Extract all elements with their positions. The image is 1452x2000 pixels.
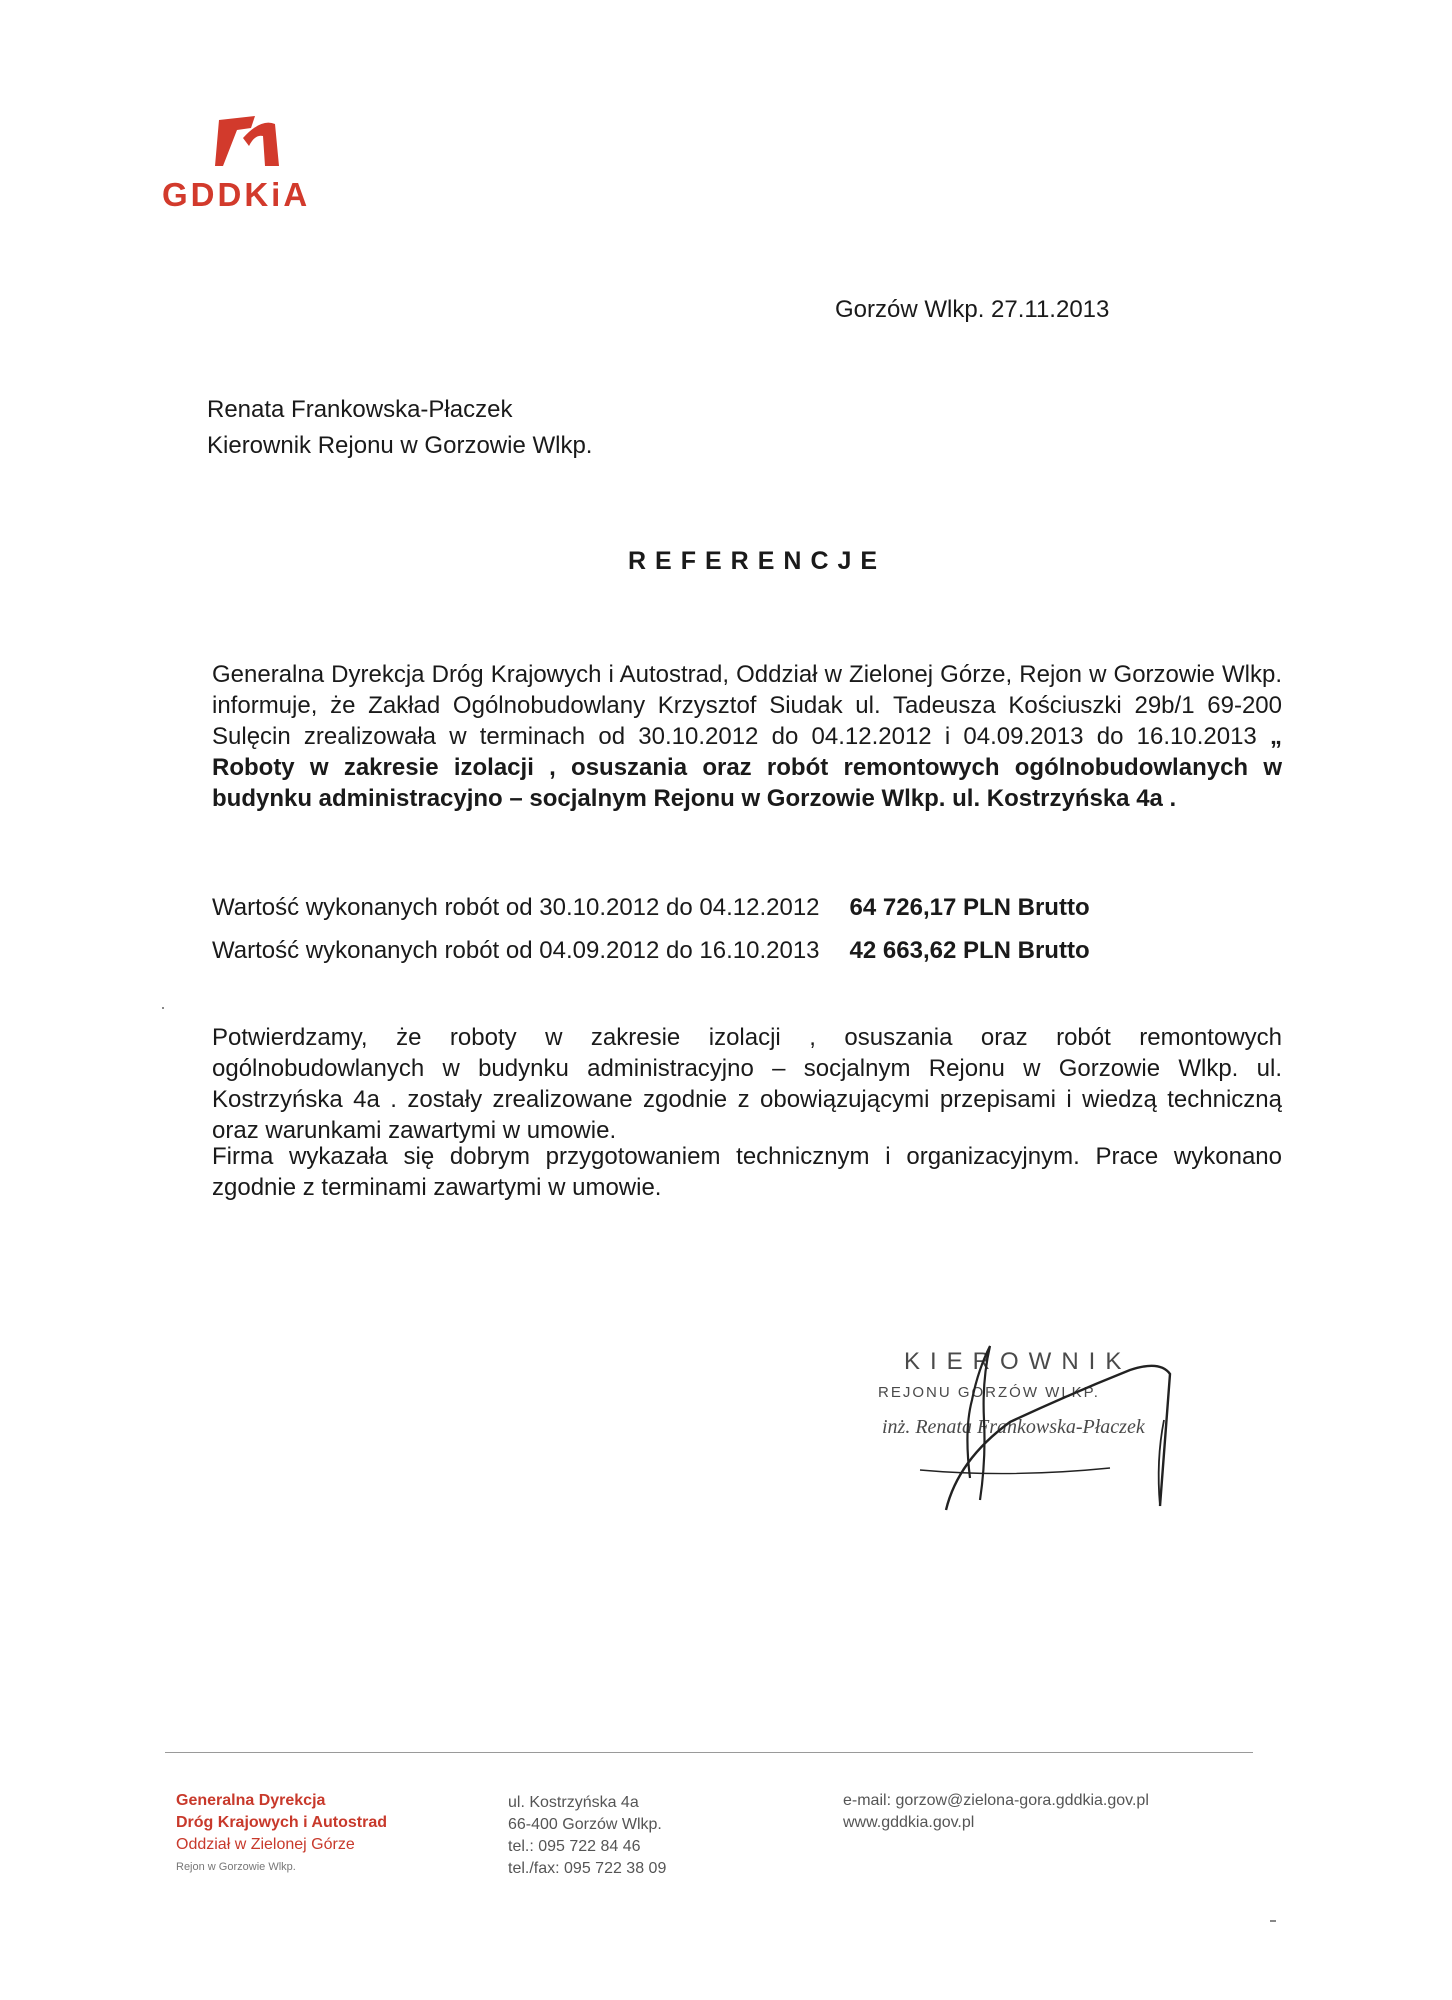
footer-city: 66-400 Gorzów Wlkp. <box>508 1816 662 1833</box>
footer-divider <box>165 1752 1253 1753</box>
value-row <box>212 937 1090 965</box>
letter-date: Gorzów Wlkp. 27.11.2013 <box>835 296 1110 323</box>
gddkia-logo-text: GDDKiA <box>162 176 311 213</box>
footer-address <box>508 1792 666 1880</box>
gddkia-logo-icon <box>215 112 279 170</box>
footer-contact <box>843 1790 1149 1834</box>
footer-org-line-3: Oddział w Zielonej Górze <box>176 1836 355 1853</box>
body-paragraph-2: Potwierdzamy, że roboty w zakresie izolacji , osuszania oraz robót remontowych ogólnobudowlanych w budynku administracyjno – socjalnym Rejonu w Gorzowie Wlkp. ul. Kostrzyńska 4a . zostały zrealizowane zgodnie z obowiązującymi przepisami i wiedzą techniczną oraz warunkami zawartymi w umowie. <box>212 1024 1282 1144</box>
stamp-title: KIEROWNIK <box>904 1348 1132 1375</box>
footer-email: e-mail: gorzow@zielona-gora.gddkia.gov.pl <box>843 1792 1149 1809</box>
sender-name: Renata Frankowska-Płaczek <box>207 396 513 423</box>
footer-org-line-2: Dróg Krajowych i Autostrad <box>176 1814 387 1831</box>
stamp-signatory: inż. Renata Frankowska-Płaczek <box>882 1416 1145 1438</box>
handwritten-signature-icon <box>860 1310 1200 1530</box>
body-paragraph-3: Firma wykazała się dobrym przygotowaniem technicznym i organizacyjnym. Prace wykonano zgodnie z terminami zawartymi w umowie. <box>212 1143 1282 1201</box>
stamp-unit: REJONU GORZÓW WLKP. <box>878 1384 1100 1401</box>
scan-speck <box>1270 1920 1276 1922</box>
sender-block <box>207 392 592 464</box>
body-paragraph-1 <box>212 659 1282 814</box>
scan-speck <box>162 1007 164 1009</box>
value-label: Wartość wykonanych robót od 04.09.2012 do 16.10.2013 <box>212 937 820 964</box>
footer-phone: tel.: 095 722 84 46 <box>508 1838 641 1855</box>
footer-org-line-4: Rejon w Gorzowie Wlkp. <box>176 1861 296 1873</box>
value-amount: 64 726,17 PLN Brutto <box>849 894 1090 921</box>
value-row <box>212 894 1090 922</box>
sender-position: Kierownik Rejonu w Gorzowie Wlkp. <box>207 432 593 459</box>
paragraph-1-bold-text: „ Roboty w zakresie izolacji , osuszania oraz robót remontowych ogólnobudowlanych w budynku administracyjno – socjalnym Rejonu w Gorzowie Wlkp. ul. Kostrzyńska 4a . <box>212 723 1282 812</box>
footer-org-line-1: Generalna Dyrekcja <box>176 1792 326 1809</box>
value-amount: 42 663,62 PLN Brutto <box>849 937 1090 964</box>
footer-organization <box>176 1790 387 1878</box>
paragraph-1-text: Generalna Dyrekcja Dróg Krajowych i Autostrad, Oddział w Zielonej Górze, Rejon w Gorzowie Wlkp. informuje, że Zakład Ogólnobudowlany Krzysztof Siudak ul. Tadeusza Kościuszki 29b/1 69-200 Sulęcin zrealizowała w terminach od 30.10.2012 do 04.12.2012 i 04.09.2013 do 16.10.2013 <box>212 661 1282 750</box>
footer-fax: tel./fax: 095 722 38 09 <box>508 1860 667 1877</box>
value-label: Wartość wykonanych robót od 30.10.2012 do 04.12.2012 <box>212 894 820 921</box>
footer-street: ul. Kostrzyńska 4a <box>508 1794 639 1811</box>
footer-website: www.gddkia.gov.pl <box>843 1814 975 1831</box>
document-title: REFERENCJE <box>628 547 887 575</box>
